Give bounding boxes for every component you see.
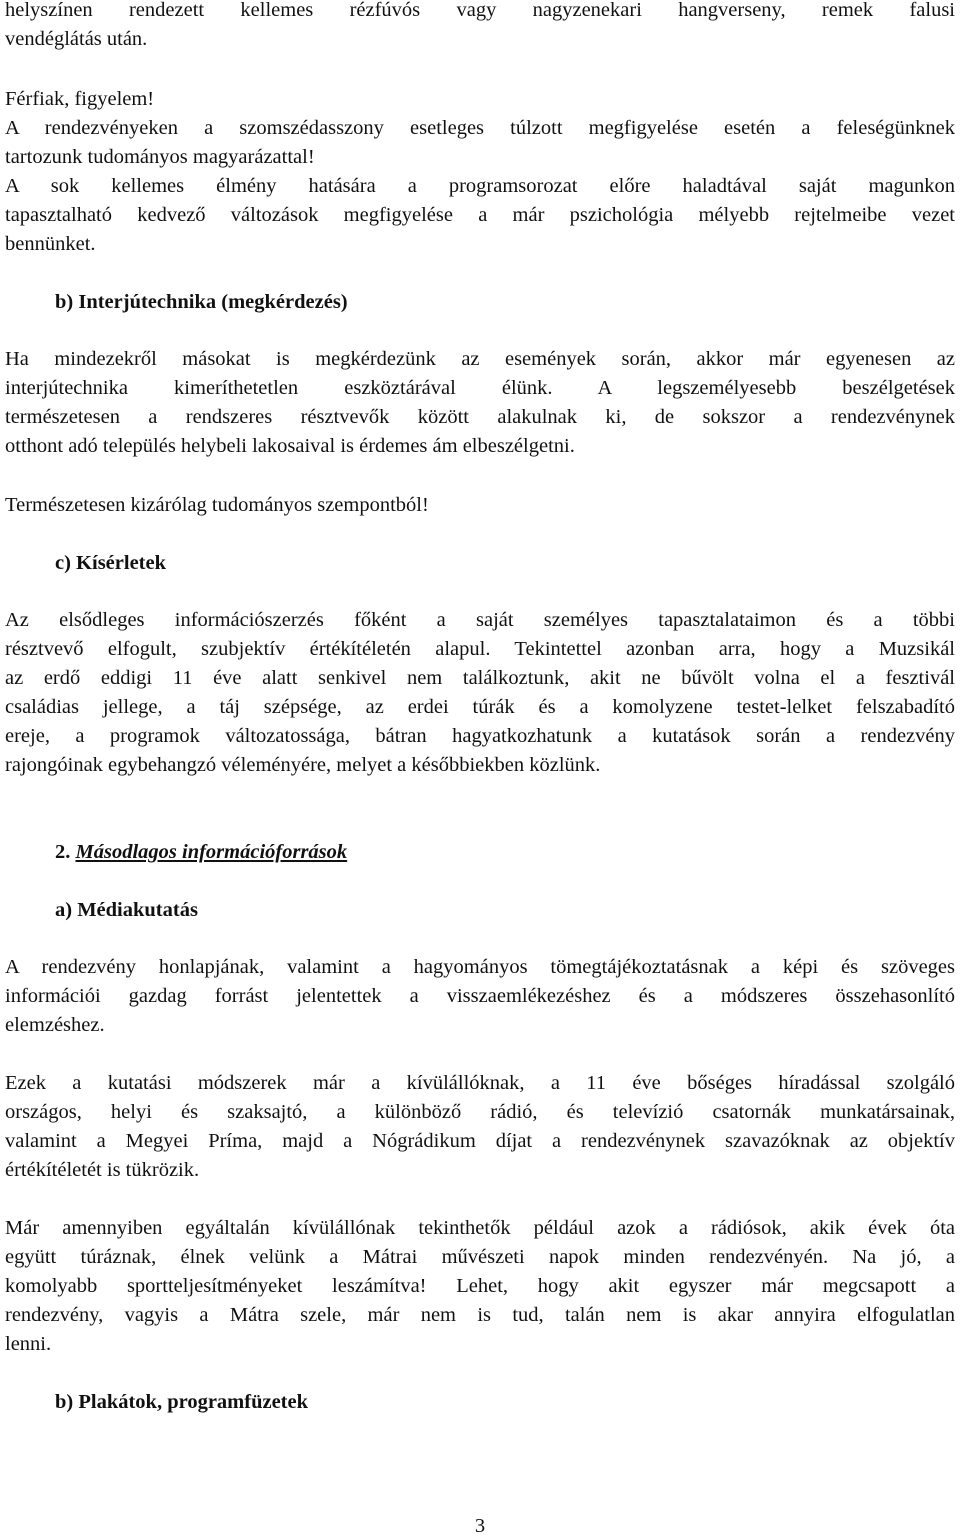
text-line: résztvevő elfogult, szubjektív értékítéletén alapul. Tekintettel azonban arra, hogy a Muzsikál bbox=[5, 638, 955, 660]
text-line: együtt túráznak, élnek velünk a Mátrai művészeti napok minden rendezvényén. Na jó, a bbox=[5, 1246, 955, 1268]
text-line: természetesen a rendszeres résztvevők között alakulnak ki, de sokszor a rendezvénynek bbox=[5, 406, 955, 428]
text-line: családias jellege, a táj szépsége, az erdei túrák és a komolyzene testet-lelket felszabadító bbox=[5, 696, 955, 718]
text-line: helyszínen rendezett kellemes rézfúvós vagy nagyzenekari hangverseny, remek falusi bbox=[5, 0, 955, 21]
text-line: A sok kellemes élmény hatására a programsorozat előre haladtával saját magunkon bbox=[5, 175, 955, 197]
text-line: Férfiak, figyelem! bbox=[5, 88, 155, 110]
section-heading: a) Médiakutatás bbox=[55, 899, 198, 921]
text-line: Ezek a kutatási módszerek már a kívülállóknak, a 11 éve bőséges híradással szolgáló bbox=[5, 1072, 955, 1094]
text-line: elemzéshez. bbox=[5, 1014, 105, 1036]
text-line: A rendezvényeken a szomszédasszony esetleges túlzott megfigyelése esetén a feleségünknek bbox=[5, 117, 955, 139]
text-line: Természetesen kizárólag tudományos szempontból! bbox=[5, 494, 429, 516]
text-line: Az elsődleges információszerzés főként a saját személyes tapasztalataimon és a többi bbox=[5, 609, 955, 631]
text-line: otthont adó település helybeli lakosaival is érdemes ám elbeszélgetni. bbox=[5, 435, 575, 457]
text-line: tapasztalható kedvező változások megfigyelése a már pszichológia mélyebb rejtelmeibe vezet bbox=[5, 204, 955, 226]
text-line: bennünket. bbox=[5, 233, 96, 255]
text-line: Ha mindezekről másokat is megkérdezünk az események során, akkor már egyenesen az bbox=[5, 348, 955, 370]
chapter-heading bbox=[55, 838, 347, 867]
chapter-number: 2. bbox=[55, 841, 76, 863]
text-line: Már amennyiben egyáltalán kívülállónak tekinthetők például azok a rádiósok, akik évek óta bbox=[5, 1217, 955, 1239]
text-line: A rendezvény honlapjának, valamint a hagyományos tömegtájékoztatásnak a képi és szöveges bbox=[5, 956, 955, 978]
text-line: információi gazdag forrást jelentettek a visszaemlékezéshez és a módszeres összehasonlító bbox=[5, 985, 955, 1007]
text-line: értékítéletét is tükrözik. bbox=[5, 1159, 200, 1181]
section-heading: b) Plakátok, programfüzetek bbox=[55, 1391, 309, 1413]
text-line: valamint a Megyei Príma, majd a Nógrádikum díjat a rendezvénynek szavazóknak az objektív bbox=[5, 1130, 955, 1152]
text-line: vendéglátás után. bbox=[5, 28, 148, 50]
text-line: lenni. bbox=[5, 1333, 52, 1355]
text-line: interjútechnika kimeríthetetlen eszköztárával élünk. A legszemélyesebb beszélgetések bbox=[5, 377, 955, 399]
text-line: rajongóinak egybehangzó véleményére, melyet a későbbiekben közlünk. bbox=[5, 754, 601, 776]
text-line: rendezvény, vagyis a Mátra szele, már nem is tud, talán nem is akar annyira elfogulatlan bbox=[5, 1304, 955, 1326]
chapter-title: Másodlagos információforrások bbox=[75, 841, 348, 863]
text-line: tartozunk tudományos magyarázattal! bbox=[5, 146, 315, 168]
text-line: országos, helyi és szaksajtó, a különböző rádió, és televízió csatornák munkatársainak, bbox=[5, 1101, 955, 1123]
section-heading: b) Interjútechnika (megkérdezés) bbox=[55, 291, 348, 313]
text-line: komolyabb sportteljesítményeket leszámítva! Lehet, hogy akit egyszer már megcsapott a bbox=[5, 1275, 955, 1297]
section-heading: c) Kísérletek bbox=[55, 552, 166, 574]
text-line: az erdő eddigi 11 éve alatt senkivel nem találkoztunk, akit ne bűvölt volna el a fesztivál bbox=[5, 667, 955, 689]
page-number: 3 bbox=[474, 1515, 486, 1537]
text-line: ereje, a programok változatossága, bátran hagyatkozhatunk a kutatások során a rendezvény bbox=[5, 725, 955, 747]
